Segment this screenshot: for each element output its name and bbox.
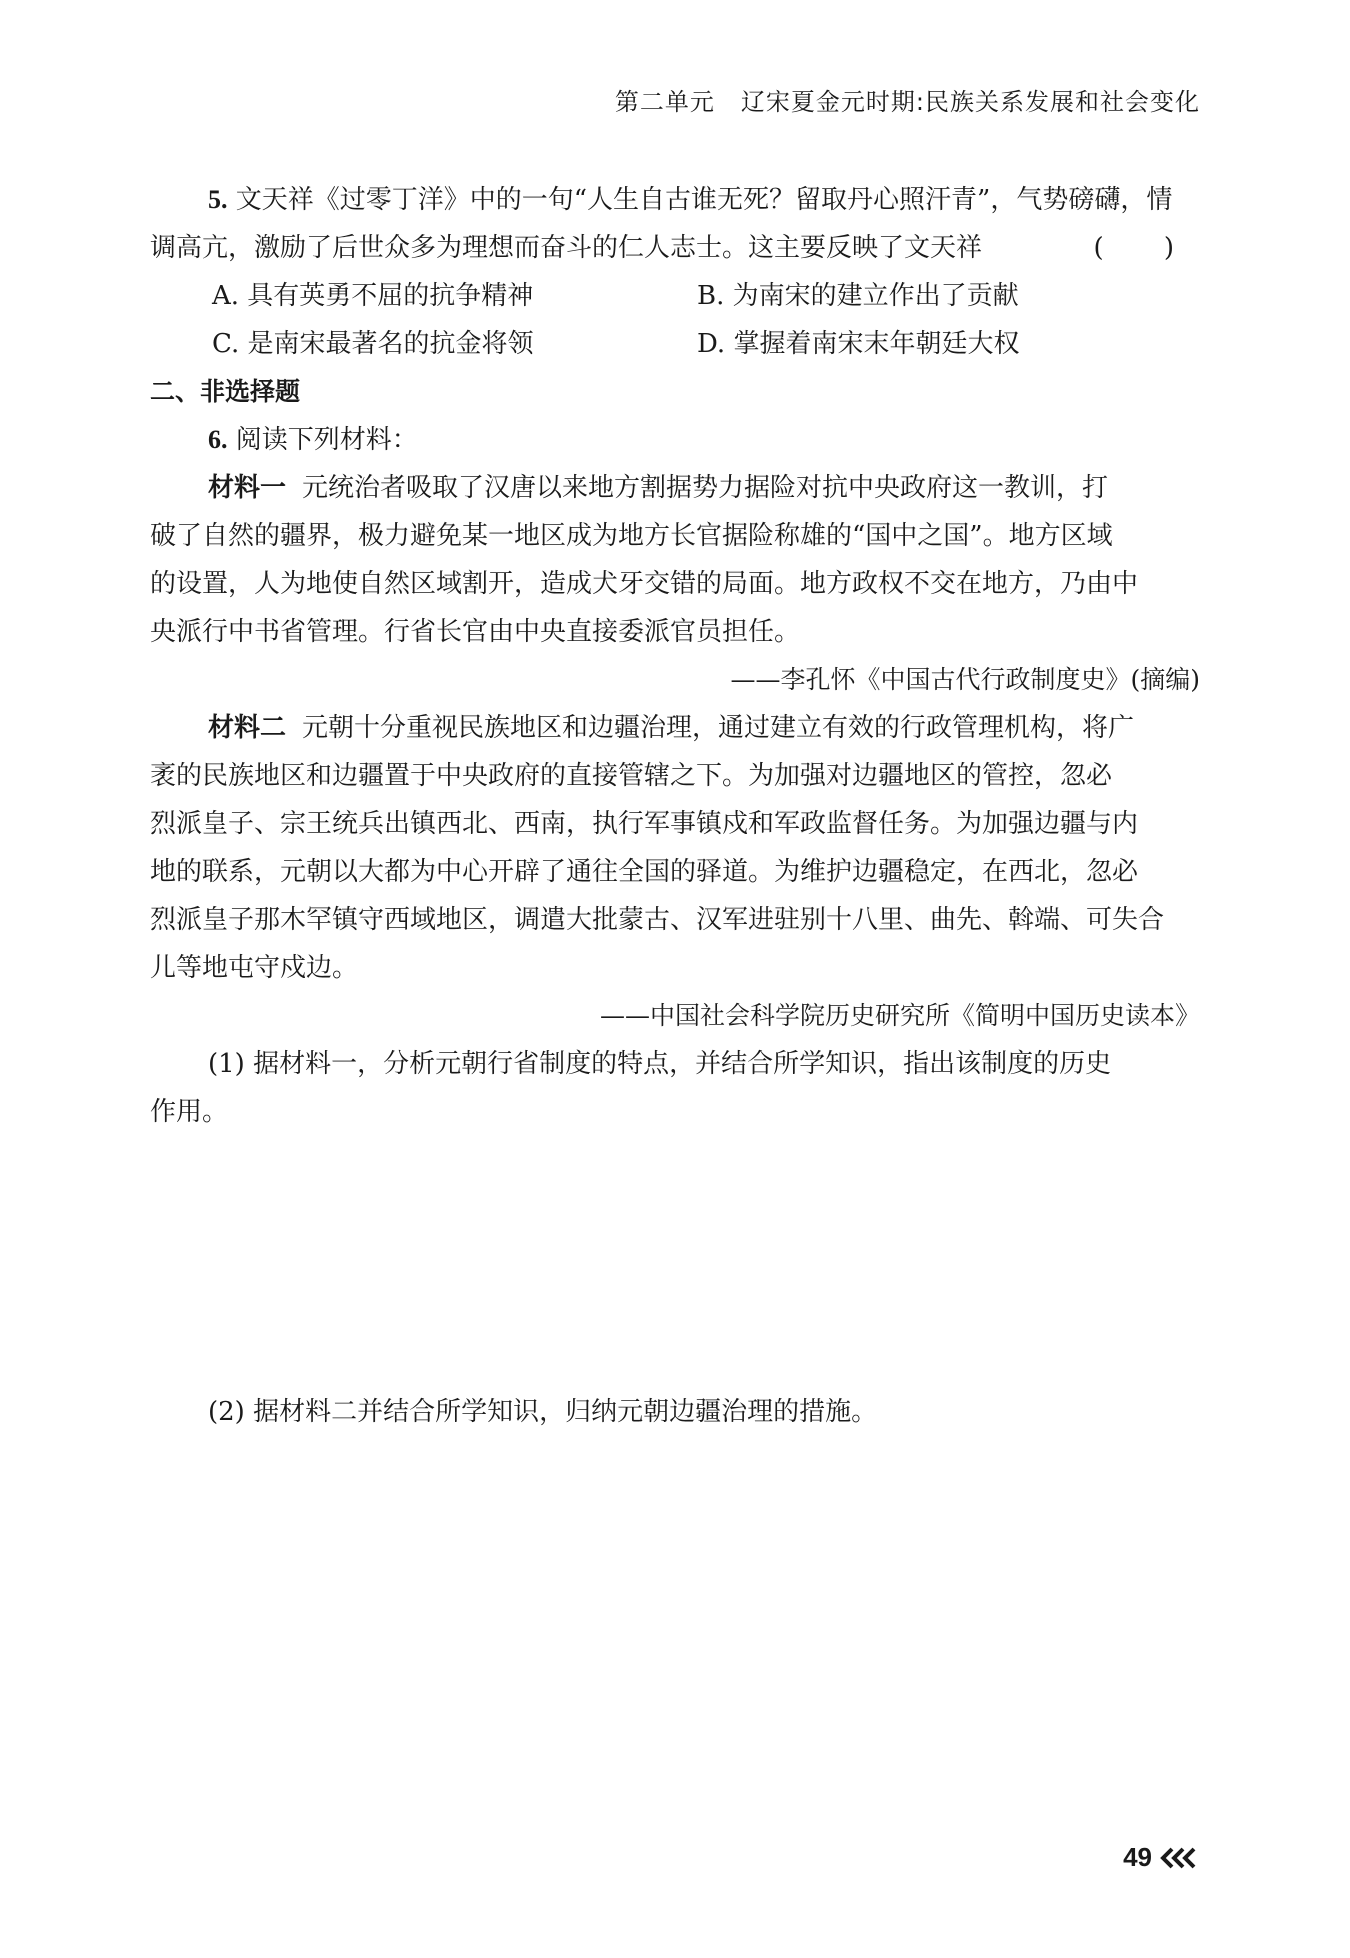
sub-question-2-line-1: (2) 据材料二并结合所学知识，归纳元朝边疆治理的措施。 [208,1397,878,1427]
option-d: D. 掌握着南宋末年朝廷大权 [697,329,1020,359]
option-a: A. 具有英勇不屈的抗争精神 [212,281,534,311]
question-5-line-1 [150,176,1200,224]
material-1-line-3: 的设置，人为地使自然区域割开，造成犬牙交错的局面。地方政权不交在地方，乃由中 [150,569,1139,599]
options-row-1 [150,272,1200,320]
question-number: 5. [208,185,228,214]
sub-question-1-line-1: (1) 据材料一，分析元朝行省制度的特点，并结合所学知识，指出该制度的历史 [208,1049,1112,1079]
unit-title: 辽宋夏金元时期:民族关系发展和社会变化 [740,88,1200,116]
question-5-line-2 [150,224,1200,272]
option-b: B. 为南宋的建立作出了贡献 [697,281,1019,311]
page-number: 49 [1123,1842,1152,1872]
sub-question-2 [150,1388,1200,1436]
material-2-line-2: 袤的民族地区和边疆置于中央政府的直接管辖之下。为加强对边疆地区的管控，忽必 [150,761,1113,791]
material-2-line-4: 地的联系，元朝以大都为中心开辟了通往全国的驿道。为维护边疆稳定，在西北，忽必 [150,857,1139,887]
material-2 [150,704,1200,1040]
material-2-line-3: 烈派皇子、宗王统兵出镇西北、西南，执行军事镇戍和军政监督任务。为加强边疆与内 [150,809,1139,839]
page-footer [1123,1842,1200,1873]
sub-question-1 [150,1040,1200,1136]
question-6 [150,416,1200,1436]
section-title: 二、非选择题 [150,377,301,406]
question-6-intro [150,416,1200,464]
material-1 [150,464,1200,704]
option-c: C. 是南宋最著名的抗金将领 [212,329,534,359]
material-2-source: ——中国社会科学院历史研究所《简明中国历史读本》 [599,1001,1200,1030]
unit-label: 第二单元 [614,88,715,116]
sub-question-1-line-2: 作用。 [150,1097,229,1127]
question-5-text-1: 文天祥《过零丁洋》中的一句“人生自古谁无死？留取丹心照汗青”，气势磅礴，情 [235,185,1173,215]
material-1-label: 材料一 [208,473,287,503]
answer-space [150,1136,1200,1388]
material-2-line-1 [150,704,1200,752]
material-2-label: 材料二 [208,713,287,743]
material-1-source: ——李孔怀《中国古代行政制度史》(摘编) [730,665,1200,694]
material-1-line-1 [150,464,1200,512]
triple-chevron-left-icon [1160,1847,1200,1869]
question-5-text-2: 调高亢，激励了后世众多为理想而奋斗的仁人志士。这主要反映了文天祥 [150,233,983,263]
answer-parentheses: ( ) [1093,233,1200,263]
page-header [615,82,1200,117]
material-1-line-2: 破了自然的疆界，极力避免某一地区成为地方长官据险称雄的“国中之国”。地方区域 [150,521,1113,551]
material-1-text-1: 元统治者吸取了汉唐以来地方割据势力据险对抗中央政府这一教训，打 [302,473,1109,503]
question-5 [150,176,1200,368]
material-1-line-4: 央派行中书省管理。行省长官由中央直接委派官员担任。 [150,617,801,647]
options-row-2 [150,320,1200,368]
question-6-intro-text: 阅读下列材料： [235,425,418,455]
material-2-line-6: 儿等地屯守戍边。 [150,953,359,983]
page-content [150,176,1200,1436]
material-2-text-1: 元朝十分重视民族地区和边疆治理，通过建立有效的行政管理机构，将广 [302,713,1135,743]
material-2-line-5: 烈派皇子那木罕镇守西域地区，调遣大批蒙古、汉军进驻别十八里、曲先、斡端、可失合 [150,905,1165,935]
question-number: 6. [208,425,228,454]
